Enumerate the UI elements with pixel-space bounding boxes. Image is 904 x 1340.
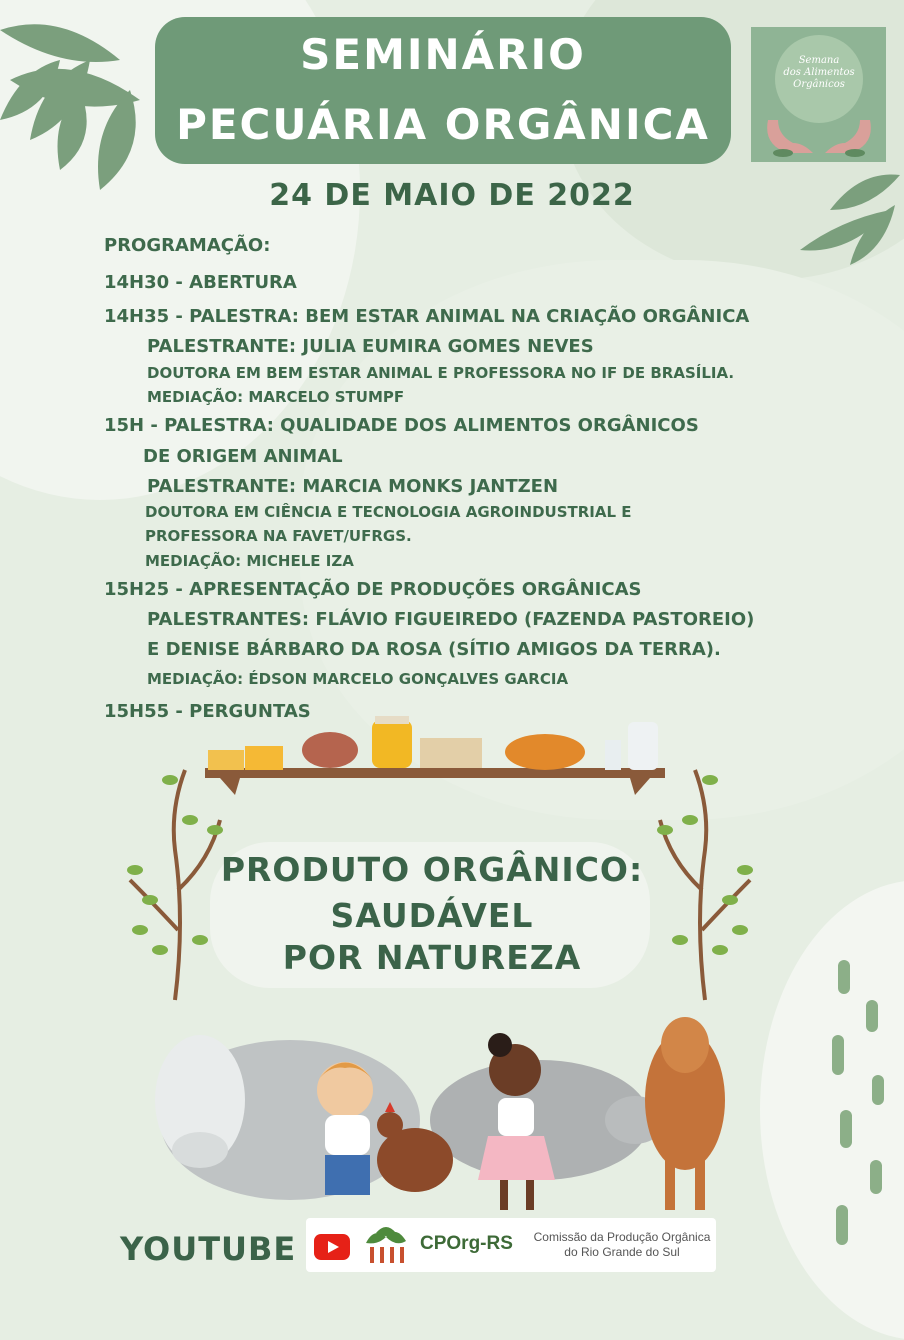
moderator-line: MEDIAÇÃO: ÉDSON MARCELO GONÇALVES GARCIA (147, 670, 569, 688)
program-item-continued: DE ORIGEM ANIMAL (143, 446, 343, 467)
speaker-line: PALESTRANTES: FLÁVIO FIGUEIREDO (FAZENDA PASTOREIO) (147, 609, 755, 630)
speaker-bio: DOUTORA EM BEM ESTAR ANIMAL E PROFESSORA NO IF DE BRASÍLIA. (147, 364, 735, 382)
decorative-stroke (836, 1205, 848, 1245)
cporg-full-name (532, 1230, 712, 1260)
event-date: 24 DE MAIO DE 2022 (269, 178, 635, 213)
title-line-2: PECUÁRIA ORGÂNICA (176, 100, 710, 149)
logo-text-line: Semana (798, 55, 840, 66)
youtube-icon[interactable] (314, 1234, 350, 1260)
decorative-stroke (838, 960, 850, 994)
logo-text (775, 55, 863, 91)
program-item: 15H55 - PERGUNTAS (104, 701, 311, 722)
speaker-line: PALESTRANTE: MARCIA MONKS JANTZEN (147, 476, 559, 497)
speaker-line: E DENISE BÁRBARO DA ROSA (SÍTIO AMIGOS DA TERRA). (147, 639, 721, 660)
slogan-line-3: POR NATUREZA (282, 938, 582, 977)
logo-text-line: Orgânicos (793, 79, 845, 90)
speaker-bio: DOUTORA EM CIÊNCIA E TECNOLOGIA AGROINDUSTRIAL E (145, 503, 632, 521)
moderator-line: MEDIAÇÃO: MICHELE IZA (145, 552, 354, 570)
moderator-line: MEDIAÇÃO: MARCELO STUMPF (147, 388, 405, 406)
decorative-stroke (866, 1000, 878, 1032)
decorative-stroke (870, 1160, 882, 1194)
decorative-stroke (832, 1035, 844, 1075)
speaker-bio: PROFESSORA NA FAVET/UFRGS. (145, 527, 412, 545)
speaker-line: PALESTRANTE: JULIA EUMIRA GOMES NEVES (147, 336, 594, 357)
cporg-full-name-line: Comissão da Produção Orgânica (533, 1230, 711, 1244)
cporg-logo-icon (360, 1223, 412, 1267)
program-item: 15H25 - APRESENTAÇÃO DE PRODUÇÕES ORGÂNICAS (104, 579, 642, 600)
program-heading: PROGRAMAÇÃO: (104, 235, 271, 256)
title-line-1: SEMINÁRIO (300, 30, 586, 79)
cporg-full-name-line: do Rio Grande do Sul (564, 1245, 680, 1259)
decorative-stroke (872, 1075, 884, 1105)
decorative-stroke (840, 1110, 852, 1148)
youtube-label: YOUTUBE (120, 1230, 297, 1268)
program-item: 14H35 - PALESTRA: BEM ESTAR ANIMAL NA CRIAÇÃO ORGÂNICA (104, 306, 750, 327)
slogan-line-2: SAUDÁVEL (330, 896, 534, 935)
hands-icon (763, 115, 875, 159)
cporg-name: CPOrg-RS (420, 1233, 513, 1254)
program-item: 15H - PALESTRA: QUALIDADE DOS ALIMENTOS ORGÂNICOS (104, 415, 699, 436)
event-logo (751, 27, 886, 162)
program-item: 14H30 - ABERTURA (104, 272, 297, 293)
logo-text-line: dos Alimentos (783, 67, 855, 78)
slogan-line-1: PRODUTO ORGÂNICO: (220, 850, 644, 889)
